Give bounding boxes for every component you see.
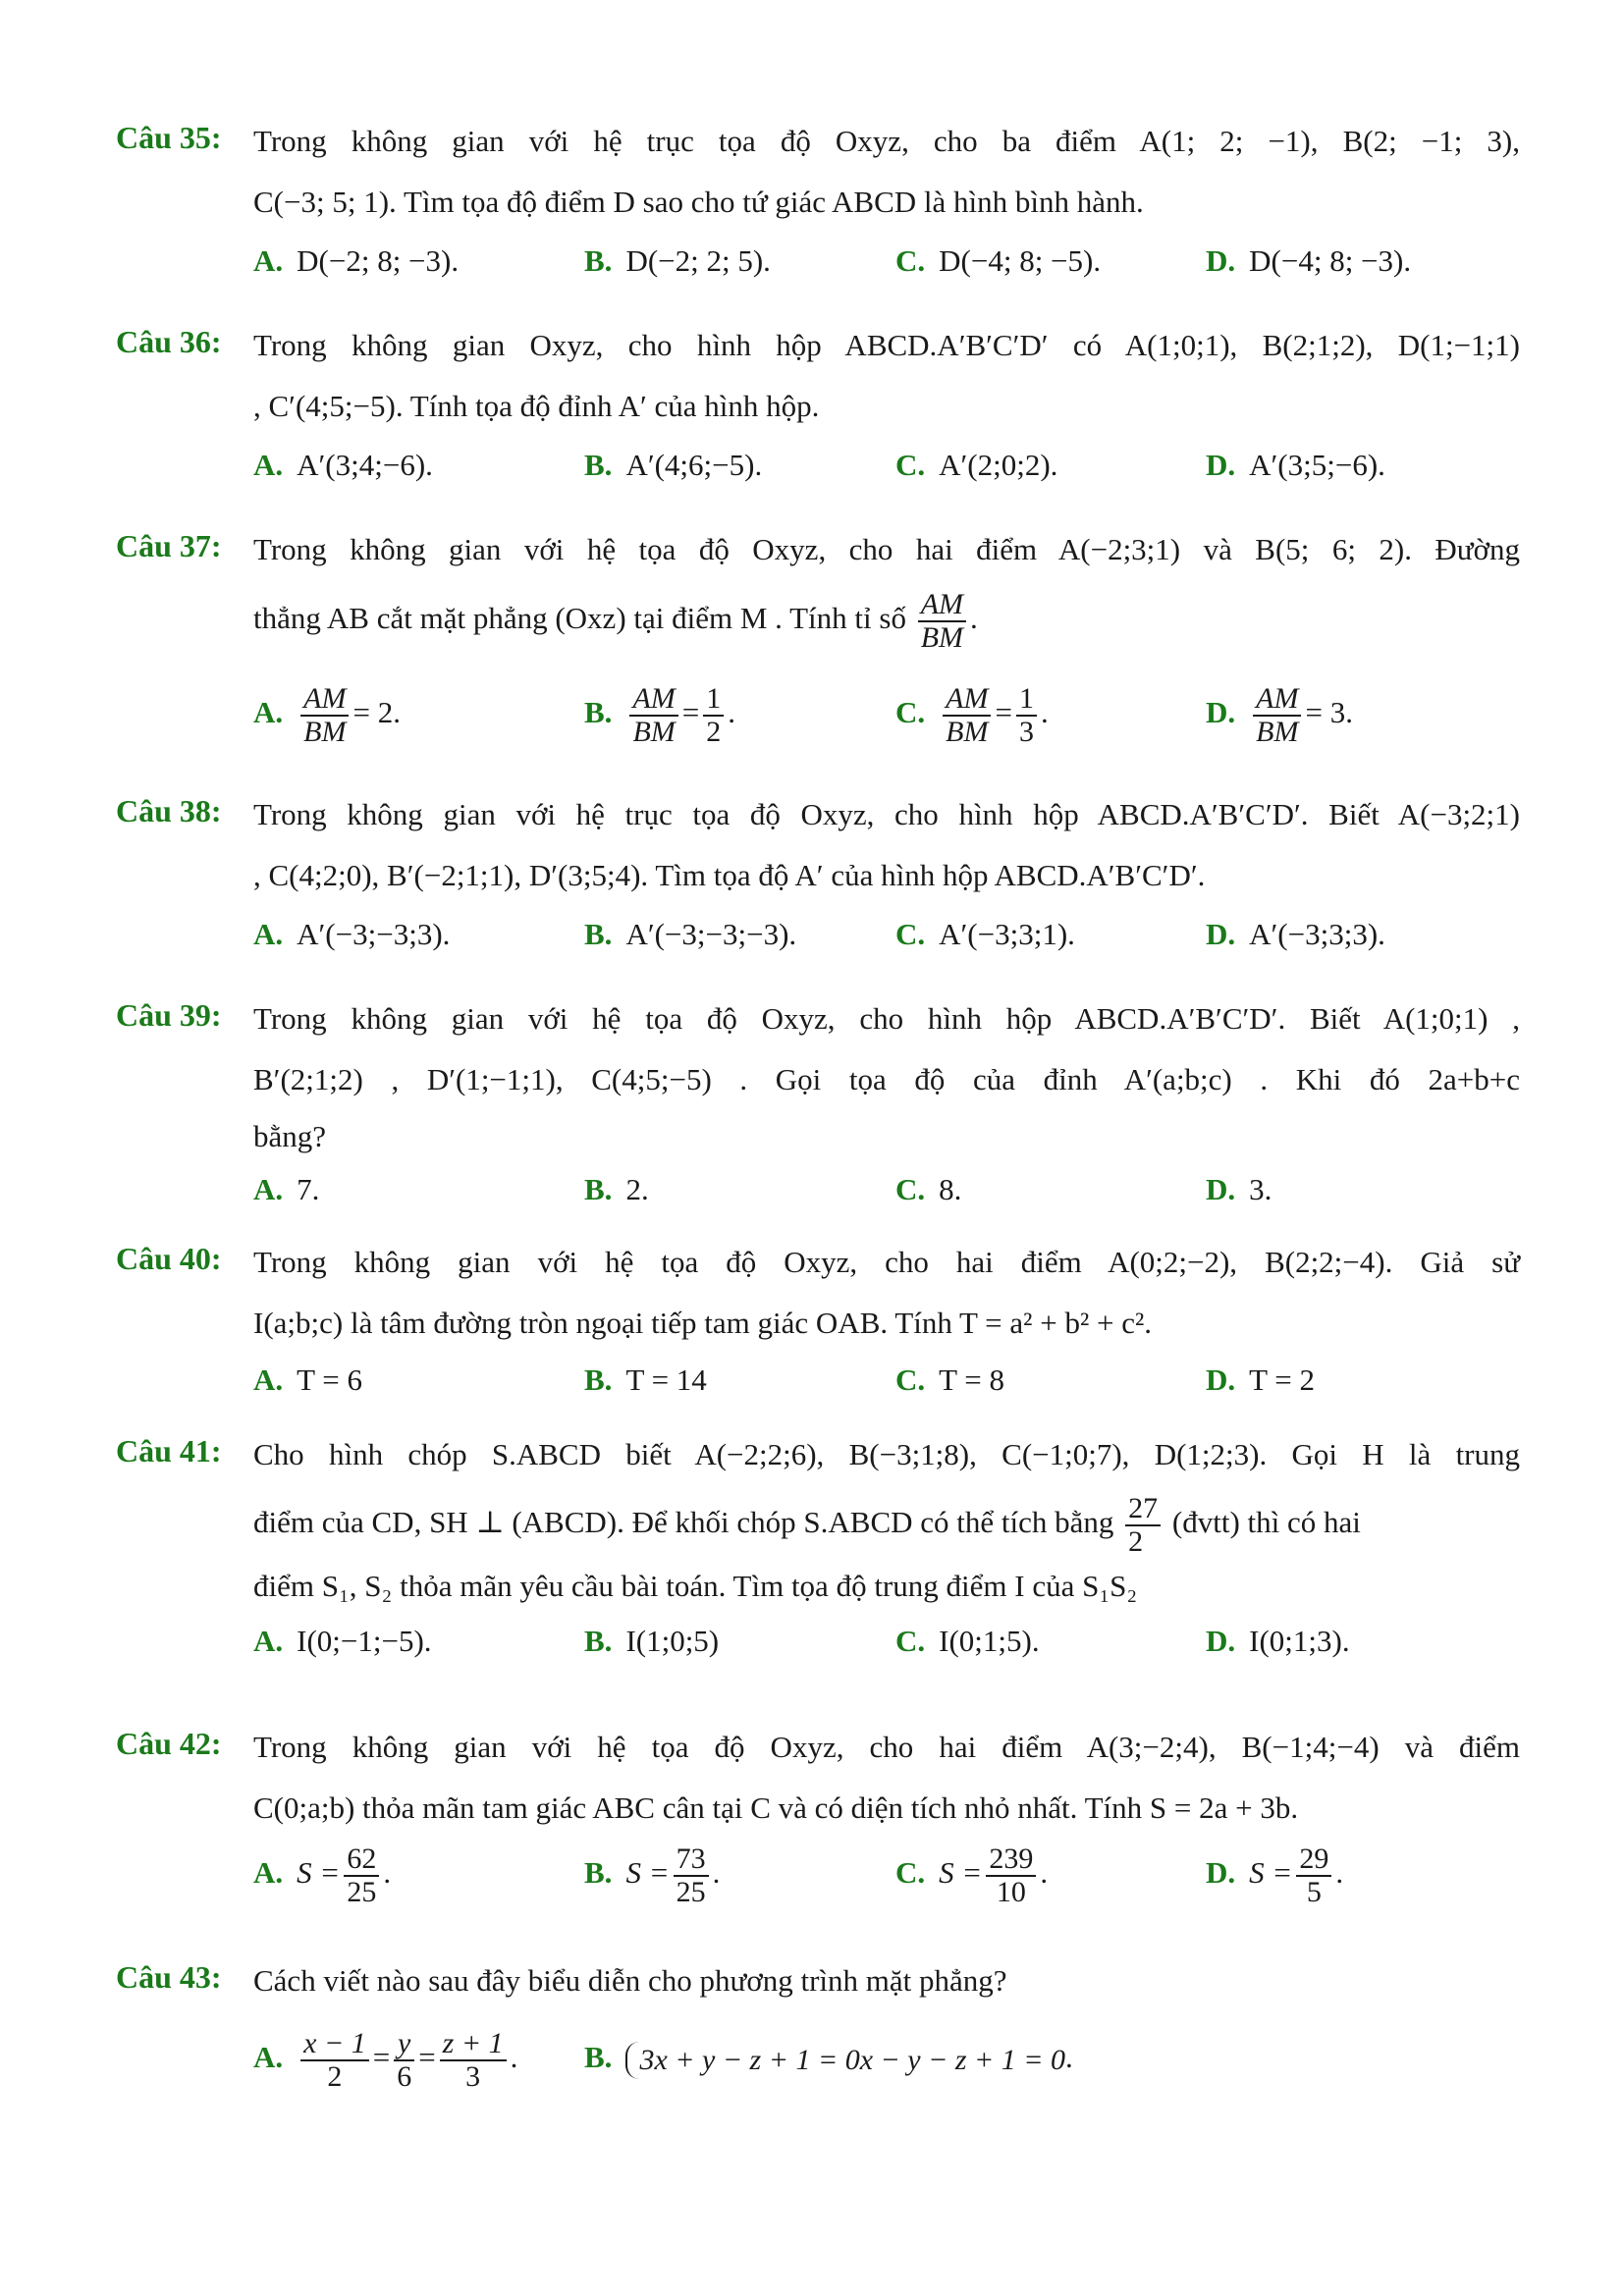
question-text-line: Trong không gian với hệ tọa độ Oxyz, cho hai điểm A(3;−2;4), B(−1;4;−4) và điểm [253,1730,1520,1764]
question-text-line: Trong không gian với hệ tọa độ Oxyz, cho hai điểm A(0;2;−2), B(2;2;−4). Giả sử [253,1245,1520,1279]
option-b[interactable]: B. I(1;0;5) [584,1624,720,1658]
option-d[interactable]: D. T = 2 [1206,1362,1315,1397]
question-text: (đvtt) thì có hai [1171,1505,1361,1539]
question-text-line: I(a;b;c) là tâm đường tròn ngoại tiếp tam giác OAB. Tính T = a² + b² + c². [253,1306,1153,1340]
option-a[interactable]: A. $\frac{x - 1}{2}$ = $\frac{y}{6}$ = $\frac{z + 1}{3}$ . [253,2026,518,2093]
option-c[interactable]: C. A′(2;0;2). [895,448,1058,482]
answer-options [253,1620,1520,1669]
option-b[interactable]: B. $\frac{AM}{BM}$ = $\frac{1}{2}$ . [584,682,735,748]
question-text-line: Cho hình chóp S.ABCD biết A(−2;2;6), B(−3;1;8), C(−1;0;7), D(1;2;3). Gọi H là trung [253,1437,1520,1471]
option-d[interactable]: D. A′(3;5;−6). [1206,448,1385,482]
question-label: Câu 41: [116,1433,222,1468]
question-43 [116,1957,1520,2124]
answer-options [253,1359,1520,1408]
answer-options [253,683,1520,754]
option-b[interactable]: B. A′(4;6;−5). [584,448,763,482]
option-a[interactable]: A. I(0;−1;−5). [253,1624,432,1658]
option-d[interactable]: D. D(−4; 8; −3). [1206,243,1412,278]
question-label: Câu 40: [116,1241,222,1276]
option-c[interactable]: C. T = 8 [895,1362,1004,1397]
question-text-line: Trong không gian với hệ tọa độ Oxyz, cho hình hộp ABCD.A′B′C′D′. Biết A(1;0;1) , [253,1001,1520,1036]
question-text-line: Cách viết nào sau đây biểu diễn cho phương trình mặt phẳng? [253,1963,1007,1998]
question-label: Câu 36: [116,324,222,359]
option-d[interactable]: D. A′(−3;3;3). [1206,917,1385,951]
option-c[interactable]: C. A′(−3;3;1). [895,917,1075,951]
option-c[interactable]: C. S = $\frac{239}{10}$ . [895,1842,1049,1908]
question-text-line: bằng? [253,1119,327,1153]
option-d[interactable]: D. 3. [1206,1172,1272,1206]
answer-options [253,2010,1520,2105]
question-label: Câu 39: [116,997,222,1033]
option-b[interactable]: B. A′(−3;−3;−3). [584,917,797,951]
question-text-line: Trong không gian với hệ trục tọa độ Oxyz, cho ba điểm A(1; 2; −1), B(2; −1; 3), [253,124,1520,158]
question-text-line [253,1492,1520,1558]
question-35 [116,118,1520,299]
answer-options [253,1168,1520,1217]
question-text-line: , C(4;2;0), B′(−2;1;1), D′(3;5;4). Tìm tọa độ A′ của hình hộp ABCD.A′B′C′D′. [253,858,1206,892]
answer-options [253,444,1520,493]
option-d[interactable]: D. I(0;1;3). [1206,1624,1350,1658]
option-c[interactable]: C. I(0;1;5). [895,1624,1040,1658]
question-label: Câu 43: [116,1959,222,1995]
answer-options [253,240,1520,289]
question-label: Câu 42: [116,1726,222,1761]
option-a[interactable]: A. S = $\frac{62}{25}$ . [253,1842,392,1908]
option-d[interactable]: D. $\frac{AM}{BM}$ = 3. [1206,682,1353,748]
question-40 [116,1239,1520,1415]
question-39 [116,995,1520,1221]
option-b[interactable]: B. D(−2; 2; 5). [584,243,771,278]
question-label: Câu 37: [116,528,222,563]
question-text-line: Trong không gian với hệ trục tọa độ Oxyz, cho hình hộp ABCD.A′B′C′D′. Biết A(−3;2;1) [253,797,1520,831]
option-c[interactable]: C. 8. [895,1172,962,1206]
question-text-line: , C′(4;5;−5). Tính tọa độ đỉnh A′ của hình hộp. [253,389,820,423]
question-36 [116,322,1520,504]
question-text-line: B′(2;1;2) , D′(1;−1;1), C(4;5;−5) . Gọi tọa độ của đỉnh A′(a;b;c) . Khi đó 2a+b+c [253,1062,1520,1096]
option-a[interactable]: A. A′(−3;−3;3). [253,917,451,951]
answer-options [253,913,1520,962]
question-42 [116,1724,1520,1949]
option-b[interactable]: B. 3x + y − z + 1 = 0x − y − z + 1 = 0. [584,2010,1073,2105]
option-c[interactable]: C. $\frac{AM}{BM}$ = $\frac{1}{3}$ . [895,682,1049,748]
option-a[interactable]: A. A′(3;4;−6). [253,448,433,482]
question-text-line: điểm S₁, S₂ thỏa mãn yêu cầu bài toán. Tìm tọa độ trung điểm I của S₁S₂ [253,1569,1138,1603]
question-label: Câu 38: [116,793,222,828]
equation-system: 3x + y − z + 1 = 0x − y − z + 1 = 0 [625,2042,1065,2079]
question-label: Câu 35: [116,120,222,155]
option-b[interactable]: B. S = $\frac{73}{25}$ . [584,1842,721,1908]
question-text-line: thẳng AB cắt mặt phẳng (Oxz) tại điểm M . Tính tỉ số $\frac{AM}{BM}$ . [253,588,978,654]
question-text-line: Trong không gian Oxyz, cho hình hộp ABCD.A′B′C′D′ có A(1;0;1), B(2;1;2), D(1;−1;1) [253,328,1520,362]
option-d[interactable]: D. S = $\frac{29}{5}$ . [1206,1842,1344,1908]
question-text-line: Trong không gian với hệ tọa độ Oxyz, cho hai điểm A(−2;3;1) và B(5; 6; 2). Đường [253,532,1520,566]
option-a[interactable]: A. T = 6 [253,1362,362,1397]
answer-options [253,1843,1520,1914]
ratio-fraction: $\frac{AM}{BM}$ [918,589,966,654]
question-38 [116,791,1520,973]
volume-fraction: $\frac{27}{2}$ [1125,1493,1161,1558]
question-text: thẳng AB cắt mặt phẳng (Oxz) tại điểm M . Tính tỉ số [253,601,906,636]
option-b[interactable]: B. T = 14 [584,1362,707,1397]
option-a[interactable]: A. $\frac{AM}{BM}$ = 2. [253,682,401,748]
question-text-line: C(0;a;b) thỏa mãn tam giác ABC cân tại C và có diện tích nhỏ nhất. Tính S = 2a + 3b. [253,1790,1299,1825]
question-41 [116,1431,1520,1696]
option-a[interactable]: A. D(−2; 8; −3). [253,243,460,278]
question-text-line: C(−3; 5; 1). Tìm tọa độ điểm D sao cho tứ giác ABCD là hình bình hành. [253,185,1144,219]
question-text: điểm của CD, SH ⊥ (ABCD). Để khối chóp S.ABCD có thể tích bằng [253,1505,1114,1539]
option-a[interactable]: A. 7. [253,1172,320,1206]
question-37 [116,526,1520,772]
option-b[interactable]: B. 2. [584,1172,649,1206]
option-c[interactable]: C. D(−4; 8; −5). [895,243,1102,278]
